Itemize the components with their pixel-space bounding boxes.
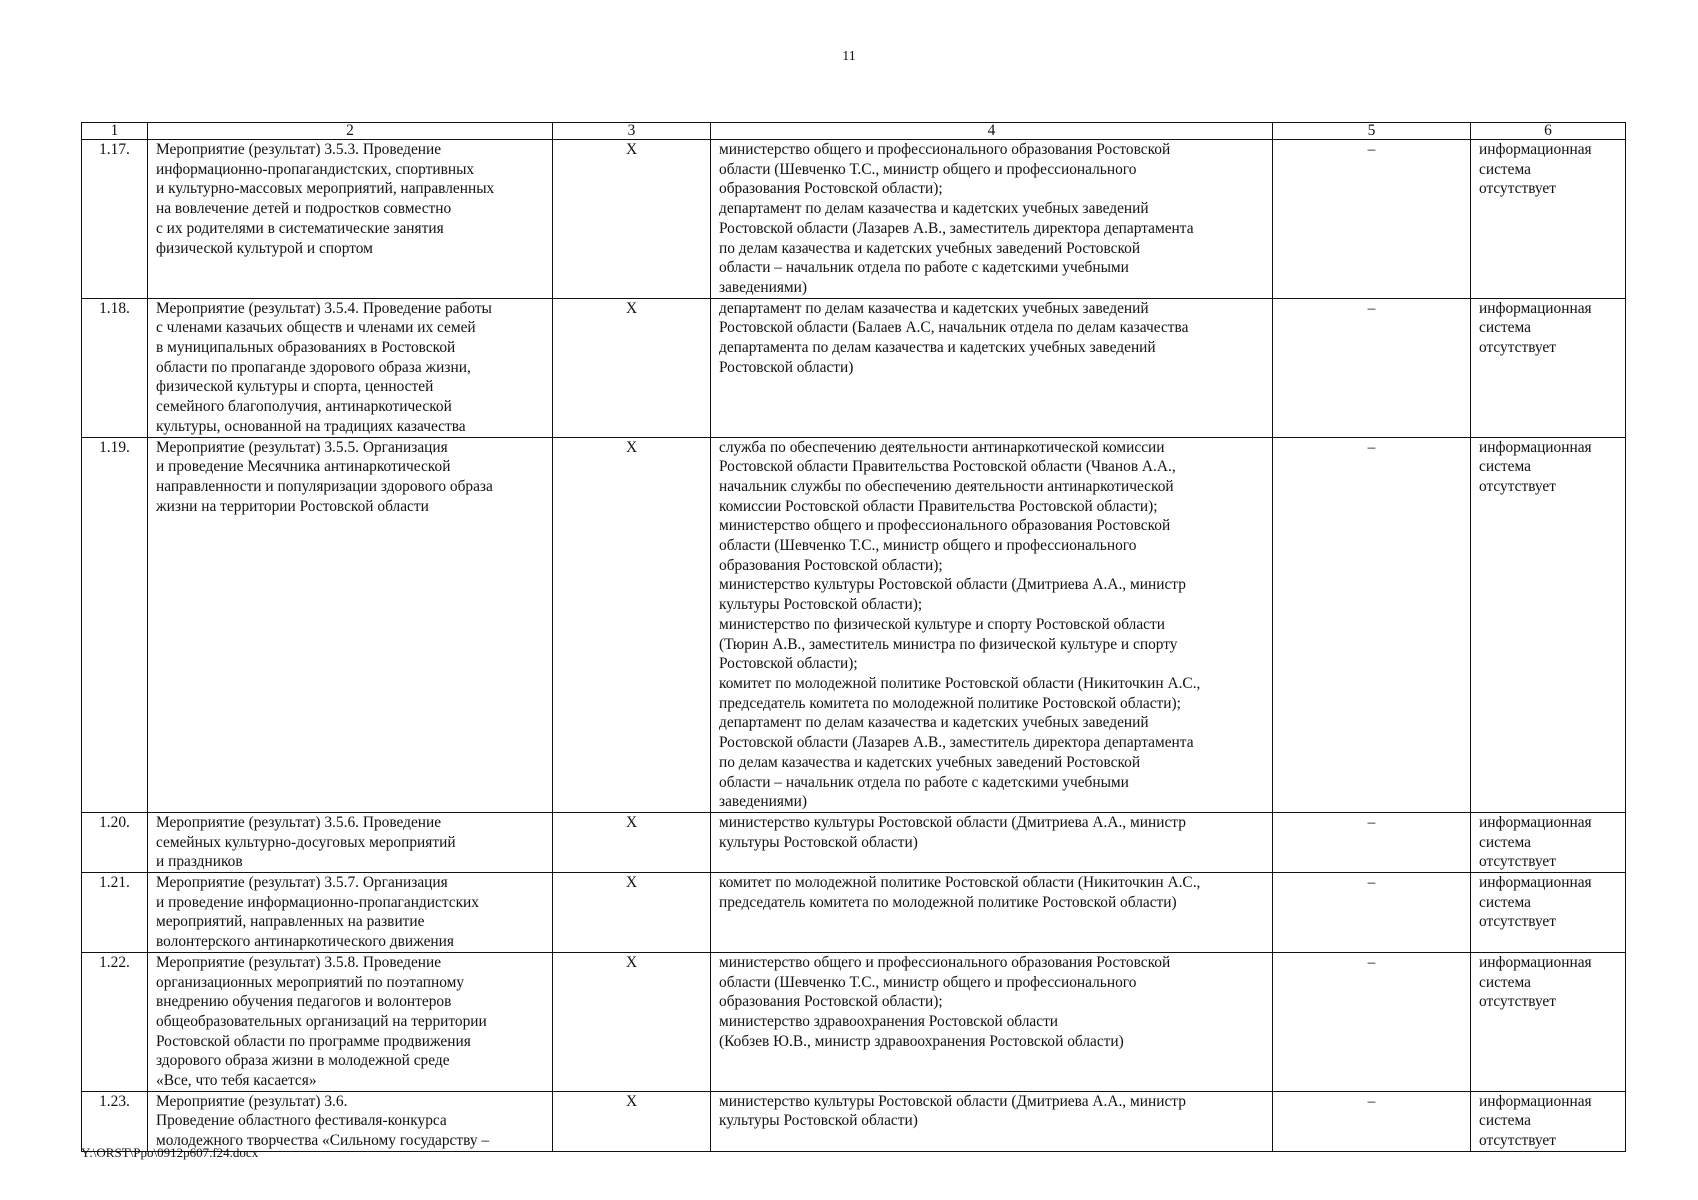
event-cell-line: в муниципальных образованиях в Ростовской bbox=[156, 339, 456, 357]
row-number-cell: 1.18. bbox=[82, 298, 148, 437]
responsible-cell bbox=[711, 1091, 1273, 1151]
responsible-cell-line: председатель комитета по молодежной политике Ростовской области); bbox=[719, 694, 1181, 712]
responsible-cell-line: министерство здравоохранения Ростовской области bbox=[719, 1012, 1059, 1030]
responsible-cell-line: Ростовской области (Лазарев А.В., заместитель директора департамента bbox=[719, 219, 1194, 237]
responsible-cell-line: области (Шевченко Т.С., министр общего и профессионального bbox=[719, 973, 1137, 991]
measures-table bbox=[81, 122, 1626, 1152]
table-row bbox=[82, 952, 1626, 1091]
event-cell bbox=[148, 812, 553, 872]
header-col-4: 4 bbox=[711, 123, 1273, 140]
responsible-cell bbox=[711, 812, 1273, 872]
event-cell bbox=[148, 873, 553, 953]
event-cell-line: Проведение областного фестиваля-конкурса bbox=[156, 1112, 447, 1130]
dash-cell: – bbox=[1273, 437, 1471, 812]
mark-cell: X bbox=[553, 298, 711, 437]
responsible-cell-line: заведениями) bbox=[719, 278, 808, 296]
event-cell-line: Мероприятие (результат) 3.5.3. Проведение bbox=[156, 141, 442, 158]
info-system-cell-line: система bbox=[1479, 893, 1531, 911]
event-cell-line: физической культурой и спортом bbox=[156, 239, 373, 257]
responsible-cell-line: образования Ростовской области); bbox=[719, 556, 943, 574]
info-system-cell-line: система bbox=[1479, 973, 1531, 991]
responsible-cell-line: министерство по физической культуре и спорту Ростовской области bbox=[719, 615, 1165, 633]
info-system-cell-line: система bbox=[1479, 1112, 1531, 1130]
info-system-cell-line: информационная bbox=[1479, 299, 1592, 317]
event-cell-line: направленности и популяризации здорового образа bbox=[156, 477, 493, 495]
responsible-cell-line: начальник службы по обеспечению деятельности антинаркотической bbox=[719, 477, 1174, 495]
dash-cell: – bbox=[1273, 1091, 1471, 1151]
info-system-cell-line: информационная bbox=[1479, 953, 1592, 971]
responsible-cell-line: области – начальник отдела по работе с кадетскими учебными bbox=[719, 773, 1129, 791]
info-system-cell bbox=[1471, 812, 1626, 872]
row-number-cell: 1.22. bbox=[82, 952, 148, 1091]
event-cell-line: жизни на территории Ростовской области bbox=[156, 497, 429, 515]
info-system-cell-line: информационная bbox=[1479, 1092, 1592, 1110]
info-system-cell bbox=[1471, 140, 1626, 299]
responsible-cell-line: области (Шевченко Т.С., министр общего и профессионального bbox=[719, 160, 1137, 178]
event-cell bbox=[148, 437, 553, 812]
event-cell-line: и праздников bbox=[156, 853, 243, 871]
dash-cell: – bbox=[1273, 298, 1471, 437]
dash-cell: – bbox=[1273, 952, 1471, 1091]
mark-cell: X bbox=[553, 873, 711, 953]
info-system-cell-line: система bbox=[1479, 160, 1531, 178]
event-cell-line: физической культуры и спорта, ценностей bbox=[156, 378, 434, 396]
event-cell-line: общеобразовательных организаций на территории bbox=[156, 1012, 487, 1030]
header-row bbox=[82, 123, 1626, 140]
responsible-cell bbox=[711, 952, 1273, 1091]
responsible-cell-line: министерство общего и профессионального образования Ростовской bbox=[719, 517, 1171, 535]
info-system-cell-line: отсутствует bbox=[1479, 477, 1556, 495]
row-number-cell: 1.19. bbox=[82, 437, 148, 812]
event-cell-line: и проведение Месячника антинаркотической bbox=[156, 458, 451, 476]
responsible-cell-line: образования Ростовской области); bbox=[719, 180, 943, 198]
event-cell bbox=[148, 298, 553, 437]
event-cell-line: Мероприятие (результат) 3.5.8. Проведение bbox=[156, 953, 442, 971]
responsible-cell bbox=[711, 873, 1273, 953]
event-cell-line: Мероприятие (результат) 3.5.6. Проведение bbox=[156, 813, 442, 831]
responsible-cell-line: (Тюрин А.В., заместитель министра по физической культуре и спорту bbox=[719, 635, 1178, 653]
responsible-cell-line: департамент по делам казачества и кадетских учебных заведений bbox=[719, 200, 1149, 218]
responsible-cell-line: министерство культуры Ростовской области (Дмитриева А.А., министр bbox=[719, 1092, 1186, 1110]
info-system-cell-line: информационная bbox=[1479, 438, 1592, 456]
event-cell-line: культуры, основанной на традициях казачества bbox=[156, 417, 466, 435]
responsible-cell-line: области (Шевченко Т.С., министр общего и профессионального bbox=[719, 537, 1137, 555]
responsible-cell-line: комитет по молодежной политике Ростовской области (Никиточкин А.С., bbox=[719, 874, 1201, 892]
event-cell-line: организационных мероприятий по поэтапному bbox=[156, 973, 465, 991]
header-col-3: 3 bbox=[553, 123, 711, 140]
mark-cell: X bbox=[553, 437, 711, 812]
file-path-footer: Y:\ORST\Ppo\0912p607.f24.docx bbox=[81, 1145, 259, 1160]
responsible-cell-line: служба по обеспечению деятельности антинаркотической комиссии bbox=[719, 438, 1165, 456]
row-number-cell: 1.20. bbox=[82, 812, 148, 872]
event-cell bbox=[148, 952, 553, 1091]
table-row bbox=[82, 873, 1626, 953]
table-row bbox=[82, 812, 1626, 872]
responsible-cell-line: культуры Ростовской области) bbox=[719, 833, 918, 851]
row-number-cell: 1.21. bbox=[82, 873, 148, 953]
responsible-cell-line: Ростовской области) bbox=[719, 358, 854, 376]
mark-cell: X bbox=[553, 1091, 711, 1151]
mark-cell: X bbox=[553, 812, 711, 872]
mark-cell: X bbox=[553, 140, 711, 299]
responsible-cell-line: Ростовской области Правительства Ростовской области (Чванов А.А., bbox=[719, 458, 1176, 476]
header-col-2: 2 bbox=[148, 123, 553, 140]
info-system-cell bbox=[1471, 873, 1626, 953]
info-system-cell bbox=[1471, 437, 1626, 812]
info-system-cell-line: отсутствует bbox=[1479, 853, 1556, 871]
event-cell-line: мероприятий, направленных на развитие bbox=[156, 913, 425, 931]
table-row bbox=[82, 140, 1626, 299]
info-system-cell-line: отсутствует bbox=[1479, 339, 1556, 357]
dash-cell: – bbox=[1273, 873, 1471, 953]
info-system-cell-line: информационная bbox=[1479, 141, 1592, 158]
page-number: 11 bbox=[842, 49, 856, 64]
responsible-cell-line: департамент по делам казачества и кадетских учебных заведений bbox=[719, 714, 1149, 732]
event-cell-line: и проведение информационно-пропагандистских bbox=[156, 893, 479, 911]
mark-cell: X bbox=[553, 952, 711, 1091]
dash-cell: – bbox=[1273, 140, 1471, 299]
event-cell-line: Ростовской области по программе продвижения bbox=[156, 1032, 471, 1050]
info-system-cell bbox=[1471, 1091, 1626, 1151]
event-cell-line: волонтерского антинаркотического движения bbox=[156, 933, 454, 951]
event-cell-line: семейного благополучия, антинаркотической bbox=[156, 398, 452, 416]
responsible-cell-line: Ростовской области (Лазарев А.В., заместитель директора департамента bbox=[719, 734, 1194, 752]
event-cell-line: на вовлечение детей и подростков совместно bbox=[156, 200, 452, 218]
event-cell-line: с членами казачьих обществ и членами их семей bbox=[156, 319, 476, 337]
event-cell-line: внедрению обучения педагогов и волонтеров bbox=[156, 993, 452, 1011]
responsible-cell bbox=[711, 298, 1273, 437]
event-cell-line: Мероприятие (результат) 3.5.5. Организация bbox=[156, 438, 448, 456]
responsible-cell-line: министерство культуры Ростовской области (Дмитриева А.А., министр bbox=[719, 576, 1186, 594]
event-cell-line: и культурно-массовых мероприятий, направленных bbox=[156, 180, 495, 198]
responsible-cell-line: Ростовской области); bbox=[719, 655, 858, 673]
responsible-cell-line: заведениями) bbox=[719, 793, 808, 811]
responsible-cell-line: министерство культуры Ростовской области (Дмитриева А.А., министр bbox=[719, 813, 1186, 831]
info-system-cell-line: система bbox=[1479, 319, 1531, 337]
responsible-cell bbox=[711, 437, 1273, 812]
info-system-cell-line: отсутствует bbox=[1479, 913, 1556, 931]
info-system-cell bbox=[1471, 298, 1626, 437]
dash-cell: – bbox=[1273, 812, 1471, 872]
event-cell-line: области по пропаганде здорового образа жизни, bbox=[156, 358, 471, 376]
responsible-cell-line: департамент по делам казачества и кадетских учебных заведений bbox=[719, 299, 1149, 317]
responsible-cell-line: комиссии Ростовской области Правительства Ростовской области); bbox=[719, 497, 1158, 515]
header-col-6: 6 bbox=[1471, 123, 1626, 140]
event-cell-line: информационно-пропагандистских, спортивных bbox=[156, 160, 475, 178]
responsible-cell-line: председатель комитета по молодежной политике Ростовской области) bbox=[719, 893, 1177, 911]
responsible-cell-line: по делам казачества и кадетских учебных заведений Ростовской bbox=[719, 753, 1141, 771]
info-system-cell-line: отсутствует bbox=[1479, 993, 1556, 1011]
header-col-1: 1 bbox=[82, 123, 148, 140]
header-col-5: 5 bbox=[1273, 123, 1471, 140]
table-row bbox=[82, 1091, 1626, 1151]
info-system-cell bbox=[1471, 952, 1626, 1091]
table-body bbox=[82, 140, 1626, 1152]
info-system-cell-line: система bbox=[1479, 833, 1531, 851]
responsible-cell-line: Ростовской области (Балаев А.С, начальник отдела по делам казачества bbox=[719, 319, 1189, 337]
table-row bbox=[82, 298, 1626, 437]
event-cell-line: Мероприятие (результат) 3.5.7. Организация bbox=[156, 874, 448, 892]
info-system-cell-line: информационная bbox=[1479, 813, 1592, 831]
info-system-cell-line: система bbox=[1479, 458, 1531, 476]
event-cell-line: молодежного творчества «Сильному государству – bbox=[156, 1132, 490, 1150]
event-cell-line: Мероприятие (результат) 3.6. bbox=[156, 1092, 348, 1110]
responsible-cell-line: культуры Ростовской области) bbox=[719, 1112, 918, 1130]
info-system-cell-line: отсутствует bbox=[1479, 180, 1556, 198]
responsible-cell bbox=[711, 140, 1273, 299]
event-cell-line: семейных культурно-досуговых мероприятий bbox=[156, 833, 456, 851]
event-cell-line: «Все, что тебя касается» bbox=[156, 1072, 317, 1090]
responsible-cell-line: образования Ростовской области); bbox=[719, 993, 943, 1011]
responsible-cell-line: (Кобзев Ю.В., министр здравоохранения Ростовской области) bbox=[719, 1032, 1124, 1050]
responsible-cell-line: культуры Ростовской области); bbox=[719, 596, 923, 614]
responsible-cell-line: области – начальник отдела по работе с кадетскими учебными bbox=[719, 259, 1129, 277]
event-cell-line: Мероприятие (результат) 3.5.4. Проведение работы bbox=[156, 299, 492, 317]
responsible-cell-line: по делам казачества и кадетских учебных заведений Ростовской bbox=[719, 239, 1141, 257]
event-cell-line: здорового образа жизни в молодежной среде bbox=[156, 1052, 450, 1070]
info-system-cell-line: отсутствует bbox=[1479, 1132, 1556, 1150]
responsible-cell-line: министерство общего и профессионального образования Ростовской bbox=[719, 141, 1171, 158]
table-row bbox=[82, 437, 1626, 812]
event-cell bbox=[148, 1091, 553, 1151]
responsible-cell-line: департамента по делам казачества и кадетских учебных заведений bbox=[719, 339, 1156, 357]
event-cell bbox=[148, 140, 553, 299]
responsible-cell-line: комитет по молодежной политике Ростовской области (Никиточкин А.С., bbox=[719, 674, 1201, 692]
row-number-cell: 1.23. bbox=[82, 1091, 148, 1151]
responsible-cell-line: министерство общего и профессионального образования Ростовской bbox=[719, 953, 1171, 971]
info-system-cell-line: информационная bbox=[1479, 874, 1592, 892]
row-number-cell: 1.17. bbox=[82, 140, 148, 299]
event-cell-line: с их родителями в систематические занятия bbox=[156, 219, 444, 237]
